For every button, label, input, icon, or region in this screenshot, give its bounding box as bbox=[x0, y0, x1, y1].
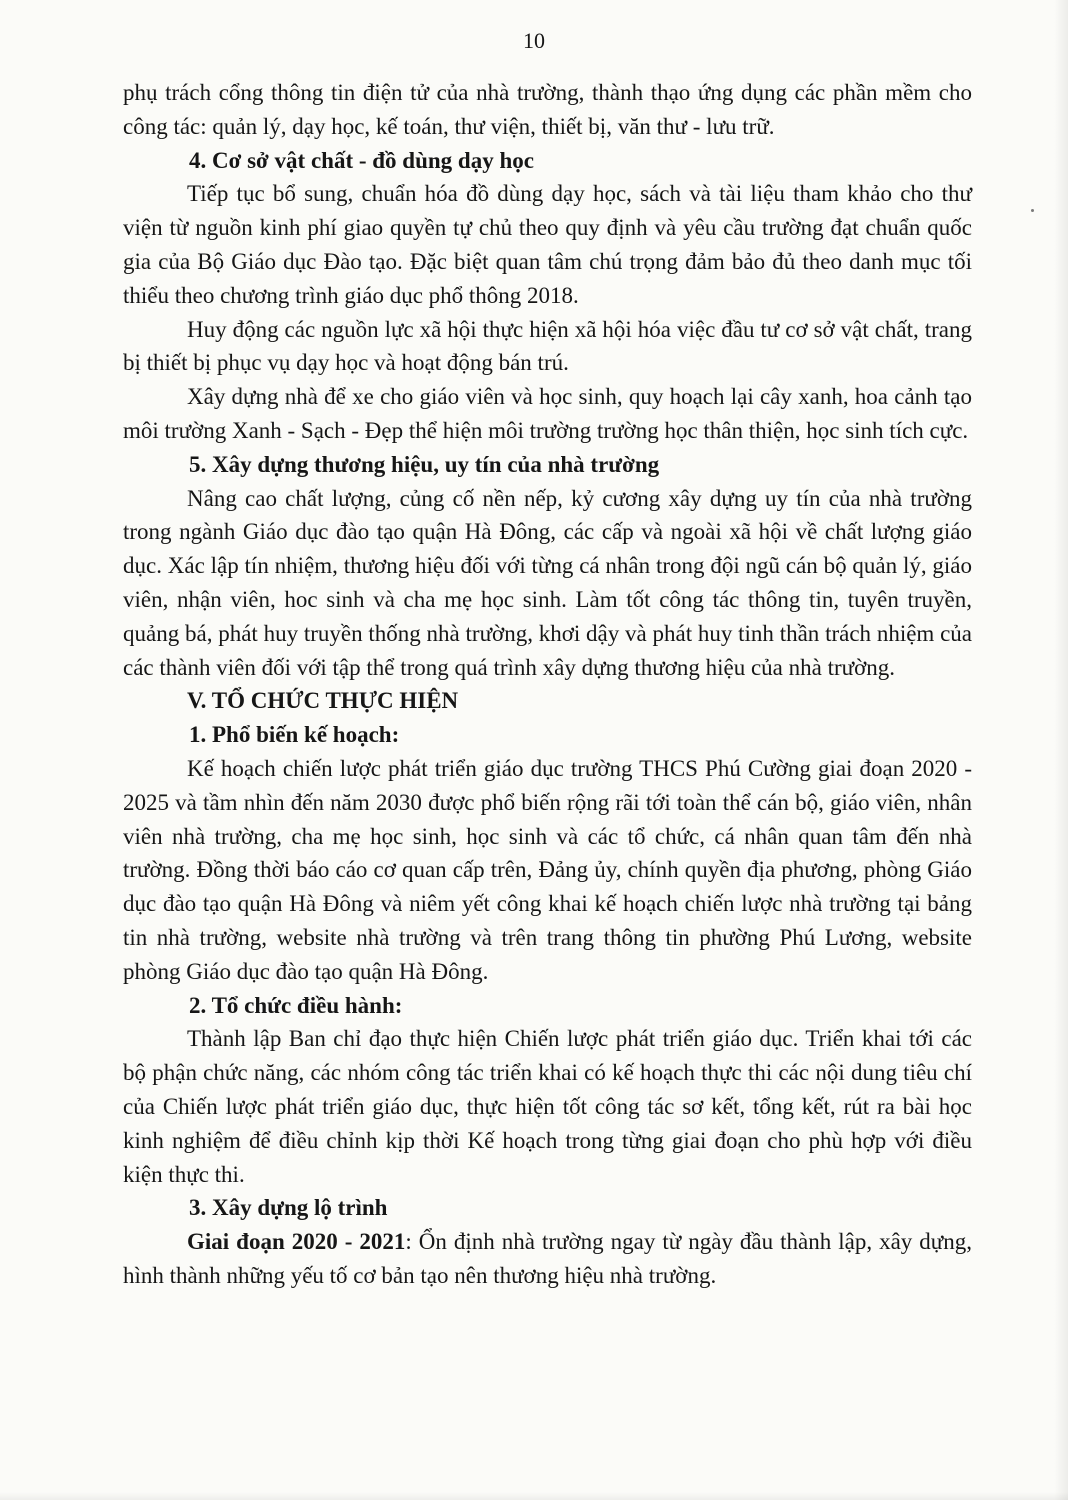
page-bottom-shadow bbox=[0, 1492, 1068, 1500]
section-heading-4: 4. Cơ sở vật chất - đồ dùng dạy học bbox=[189, 147, 534, 173]
scan-speck bbox=[1031, 209, 1034, 212]
paragraph-resources: Huy động các nguồn lực xã hội thực hiện xã hội hóa việc đầu tư cơ sở vật chất, trang bị thiết bị phục vụ dạy học và hoạt động bán trú. bbox=[123, 316, 972, 376]
page-edge-shadow bbox=[1054, 0, 1068, 1500]
phase-text: : Ổn định nhà trường ngay từ ngày đầu thành lập, xây dựng, hình thành những yếu tố cơ bản tạo nên thương hiệu nhà trường. bbox=[123, 1229, 972, 1288]
paragraph-roadmap bbox=[123, 1225, 972, 1293]
paragraph-brand: Nâng cao chất lượng, củng cố nền nếp, kỷ cương xây dựng uy tín của nhà trường trong ngành Giáo dục đào tạo quận Hà Đông, các cấp và ngoài xã hội về chất lượng giáo dục. Xác lập tín nhiệm, thương hiệu đối với từng cá nhân trong đội ngũ cán bộ quản lý, giáo viên, nhận viên, hoc sinh và cha mẹ học sinh. Làm tốt công tác thông tin, tuyên truyền, quảng bá, phát huy truyền thống nhà trường, khơi dậy và phát huy tinh thần trách nhiệm của các thành viên đối với tập thể trong quá trình xây dựng thương hiệu của nhà trường. bbox=[123, 485, 972, 680]
paragraph-dissemination: Kế hoạch chiến lược phát triển giáo dục trường THCS Phú Cường giai đoạn 2020 - 2025 và tầm nhìn đến năm 2030 được phổ biến rộng rãi tới toàn thể cán bộ, giáo viên, nhân viên nhà trường, cha mẹ học sinh, học sinh và các tổ chức, cá nhân quan tâm đến nhà trường. Đồng thời báo cáo cơ quan cấp trên, Đảng ủy, chính quyền địa phương, phòng Giáo dục đào tạo quận Hà Đông và niêm yết công khai kế hoạch chiến lược nhà trường tại bảng tin nhà trường, website nhà trường và trên trang thông tin phường Phú Lương, website phòng Giáo dục đào tạo quận Hà Đông. bbox=[123, 755, 972, 984]
subsection-heading-3: 3. Xây dựng lộ trình bbox=[189, 1195, 388, 1221]
document-body bbox=[123, 76, 972, 1293]
phase-label: Giai đoạn 2020 - 2021 bbox=[187, 1229, 406, 1255]
subsection-heading-1: 1. Phổ biến kế hoạch: bbox=[189, 722, 400, 748]
paragraph-continuation: phụ trách cổng thông tin điện tử của nhà trường, thành thạo ứng dụng các phần mềm cho công tác: quản lý, dạy học, kế toán, thư viện, thiết bị, văn thư - lưu trữ. bbox=[123, 80, 972, 139]
page-number: 10 bbox=[523, 28, 545, 53]
section-heading-v: V. TỔ CHỨC THỰC HIỆN bbox=[187, 688, 459, 714]
paragraph-teaching-materials: Tiếp tục bổ sung, chuẩn hóa đồ dùng dạy học, sách và tài liệu tham khảo cho thư viện từ nguồn kinh phí giao quyền tự chủ theo quy định và yêu cầu trường đạt chuẩn quốc gia của Bộ Giáo dục Đào tạo. Đặc biệt quan tâm chú trọng đảm bảo đủ theo danh mục tối thiểu theo chương trình giáo dục phổ thông 2018. bbox=[123, 181, 972, 308]
section-heading-5: 5. Xây dựng thương hiệu, uy tín của nhà trường bbox=[189, 451, 660, 477]
paragraph-management: Thành lập Ban chỉ đạo thực hiện Chiến lược phát triển giáo dục. Triển khai tới các bộ phận chức năng, các nhóm công tác triển khai có kế hoạch thực thi các nội dung tiêu chí của Chiến lược phát triển giáo dục, thực hiện tốt công tác sơ kết, tổng kết, rút ra bài học kinh nghiệm để điều chỉnh kịp thời Kế hoạch trong từng giai đoạn cho phù hợp với điều kiện thực thi. bbox=[123, 1026, 972, 1187]
subsection-heading-2: 2. Tổ chức điều hành: bbox=[189, 992, 403, 1018]
paragraph-parking: Xây dựng nhà để xe cho giáo viên và học sinh, quy hoạch lại cây xanh, hoa cảnh tạo môi trường Xanh - Sạch - Đẹp thể hiện môi trường trường học thân thiện, học sinh tích cực. bbox=[123, 384, 972, 443]
